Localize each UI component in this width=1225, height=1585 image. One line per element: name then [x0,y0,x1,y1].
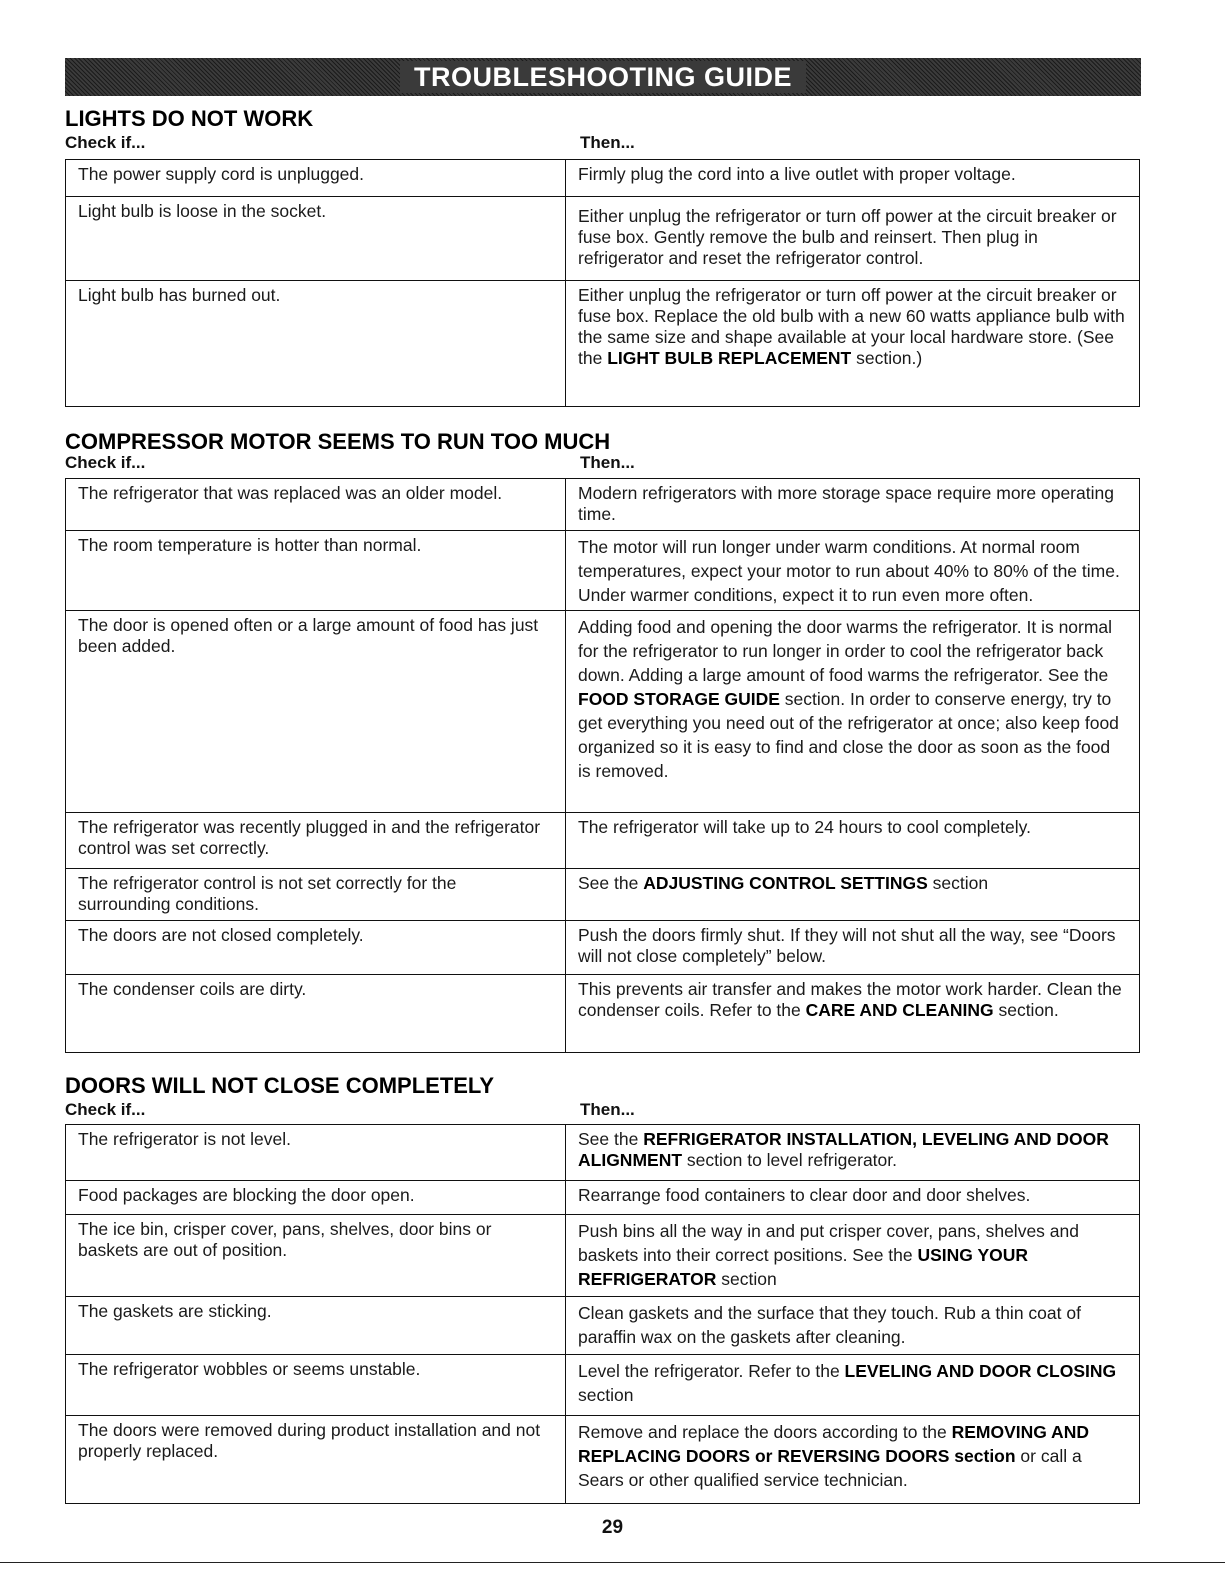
column-header-check: Check if... [65,133,146,152]
then-text: Modern refrigerators with more storage space require more operating time. [578,483,1114,524]
table-row [66,1297,1140,1355]
then-cell [566,1297,1140,1355]
table-lights [65,159,1140,407]
then-cell [566,611,1140,813]
then-cell [566,1416,1140,1504]
then-text: section [716,1269,777,1289]
then-text: Clean gaskets and the surface that they touch. Rub a thin coat of paraffin wax on the gaskets after cleaning. [578,1303,1081,1347]
check-cell: The doors were removed during product installation and not properly replaced. [66,1416,566,1504]
then-text: section [927,873,989,893]
check-cell: The gaskets are sticking. [66,1297,566,1355]
column-header-check: Check if... [65,1100,146,1119]
table-row [66,531,1140,611]
section-reference: CARE AND CLEANING [805,1000,994,1020]
check-cell: The refrigerator control is not set correctly for the surrounding conditions. [66,869,566,921]
column-header-then: Then... [580,1100,635,1119]
then-cell [566,1215,1140,1297]
section-reference: FOOD STORAGE GUIDE [578,689,780,709]
then-text: Remove and replace the doors according to the [578,1422,952,1442]
table-row [66,975,1140,1053]
section-reference: USING YOUR REFRIGERATOR [578,1245,1029,1289]
then-text: Rearrange food containers to clear door and door shelves. [578,1185,1031,1205]
then-text: Firmly plug the cord into a live outlet with proper voltage. [578,164,1016,184]
check-cell: The condenser coils are dirty. [66,975,566,1053]
guide-title: TROUBLESHOOTING GUIDE [400,61,806,93]
section-reference: LIGHT BULB REPLACEMENT [607,348,852,368]
then-cell [566,479,1140,531]
bottom-divider [0,1562,1225,1563]
table-row [66,479,1140,531]
section-title-compressor: COMPRESSOR MOTOR SEEMS TO RUN TOO MUCH [65,429,611,454]
check-cell: The room temperature is hotter than normal. [66,531,566,611]
then-text: Push bins all the way in and put crisper cover, pans, shelves and baskets into their correct positions. See the [578,1221,1079,1265]
table-row [66,1355,1140,1416]
column-header-then: Then... [580,133,635,152]
check-cell: The ice bin, crisper cover, pans, shelves, door bins or baskets are out of position. [66,1215,566,1297]
then-text: section. In order to conserve energy, try to get everything you need out of the refrigerator at once; also keep food organized so it is easy to find and close the door as soon as the food is removed. [578,689,1119,781]
then-cell [566,160,1140,197]
section-title-doors: DOORS WILL NOT CLOSE COMPLETELY [65,1073,495,1098]
column-header-then: Then... [580,453,635,472]
check-cell: Light bulb is loose in the socket. [66,197,566,281]
then-cell [566,869,1140,921]
section-reference: REFRIGERATOR INSTALLATION, LEVELING AND DOOR ALIGNMENT [578,1129,1109,1170]
table-compressor [65,478,1140,1053]
then-text: Either unplug the refrigerator or turn off power at the circuit breaker or fuse box. Replace the old bulb with a new 60 watts appliance bulb with the same size and shape available at your local hardware store. (See the [578,285,1125,368]
section-reference: REMOVING AND REPLACING DOORS or REVERSING DOORS section [578,1422,1089,1466]
table-row [66,1125,1140,1181]
then-text: Either unplug the refrigerator or turn off power at the circuit breaker or fuse box. Gently remove the bulb and reinsert. Then plug in refrigerator and reset the refrigerator control. [578,206,1117,268]
section-title-lights: LIGHTS DO NOT WORK [65,106,314,131]
table-row [66,611,1140,813]
check-cell: Food packages are blocking the door open. [66,1181,566,1215]
then-cell [566,281,1140,407]
then-text: Push the doors firmly shut. If they will not shut all the way, see “Doors will not close completely” below. [578,925,1116,966]
then-text: section to level refrigerator. [682,1150,897,1170]
then-text: section. [993,1000,1059,1020]
table-row [66,1215,1140,1297]
then-cell [566,1355,1140,1416]
then-cell [566,813,1140,869]
then-cell [566,197,1140,281]
then-text: Adding food and opening the door warms the refrigerator. It is normal for the refrigerator to run longer in order to cool the refrigerator back down. Adding a large amount of food warms the refrigerator. See the [578,617,1113,685]
then-text: Level the refrigerator. Refer to the [578,1361,845,1381]
check-cell: The refrigerator wobbles or seems unstable. [66,1355,566,1416]
check-cell: The door is opened often or a large amount of food has just been added. [66,611,566,813]
page-number: 29 [601,1517,624,1538]
then-text: The motor will run longer under warm conditions. At normal room temperatures, expect your motor to run about 40% to 80% of the time. Under warmer conditions, expect it to run even more often. [578,537,1120,605]
check-cell: The refrigerator was recently plugged in and the refrigerator control was set correctly. [66,813,566,869]
check-cell: The power supply cord is unplugged. [66,160,566,197]
then-text: or call a Sears or other qualified service technician. [578,1446,1082,1490]
table-row [66,813,1140,869]
table-row [66,1181,1140,1215]
then-text: The refrigerator will take up to 24 hours to cool completely. [578,817,1031,837]
then-text: See the [578,873,644,893]
section-reference: LEVELING AND DOOR CLOSING [844,1361,1117,1381]
then-text: section [578,1385,634,1405]
column-header-check: Check if... [65,453,146,472]
check-cell: Light bulb has burned out. [66,281,566,407]
guide-banner [65,58,1141,96]
table-row [66,197,1140,281]
table-row [66,160,1140,197]
table-row [66,869,1140,921]
then-cell [566,1125,1140,1181]
table-row [66,921,1140,975]
check-cell: The doors are not closed completely. [66,921,566,975]
then-cell [566,1181,1140,1215]
then-cell [566,975,1140,1053]
then-cell [566,531,1140,611]
table-row [66,1416,1140,1504]
check-cell: The refrigerator is not level. [66,1125,566,1181]
then-cell [566,921,1140,975]
table-doors [65,1124,1140,1504]
table-row [66,281,1140,407]
check-cell: The refrigerator that was replaced was an older model. [66,479,566,531]
section-reference: ADJUSTING CONTROL SETTINGS [643,873,928,893]
then-text: section.) [851,348,923,368]
then-text: See the [578,1129,644,1149]
then-text: This prevents air transfer and makes the motor work harder. Clean the condenser coils. Refer to the [578,979,1122,1020]
